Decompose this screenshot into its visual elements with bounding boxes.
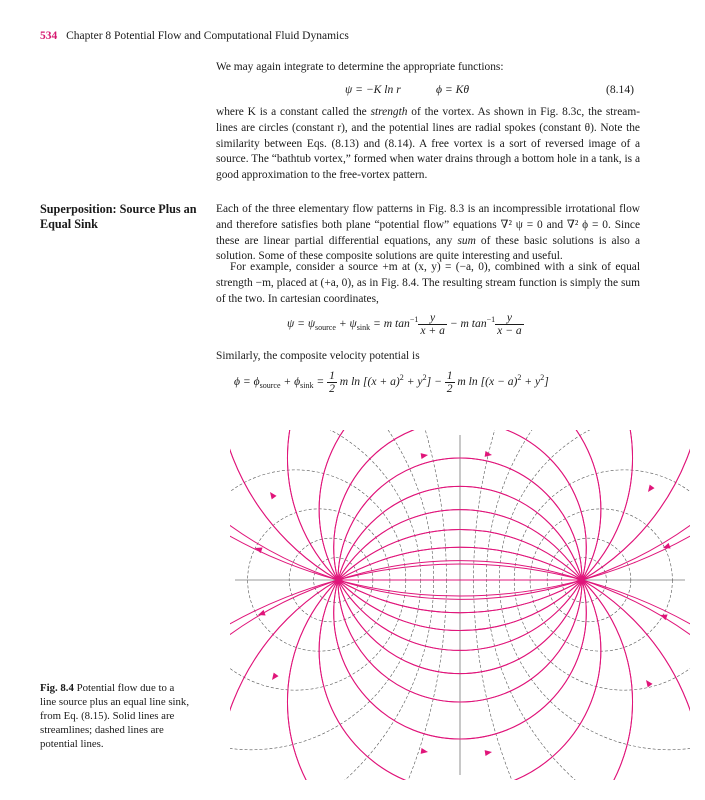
equation-velocity-potential: $\phi = \phi_{source} + \phi_{sink}$ = $\frac{1}{2}$ m $\ln [(x + a)^2 + y^2]$ − $\frac{1}{2}$ m $\ln [(x - a)^2 + y^2]$ xyxy=(234,369,549,395)
running-header xyxy=(40,30,349,42)
intro-paragraph: We may again integrate to determine the appropriate functions: xyxy=(216,61,504,73)
equation-number: (8.14) xyxy=(606,83,635,96)
flow-arrow xyxy=(663,543,671,549)
running-title: Chapter 8 Potential Flow and Computational Fluid Dynamics xyxy=(66,30,349,42)
flow-arrow xyxy=(258,610,266,616)
source-point xyxy=(335,577,341,583)
section-heading: Superposition: Source Plus an Equal Sink xyxy=(40,202,197,231)
flow-arrow xyxy=(421,453,428,459)
potential-intro: Similarly, the composite velocity potential is xyxy=(216,350,420,362)
page-number: 534 xyxy=(40,30,58,42)
flow-arrow xyxy=(648,485,655,492)
example-paragraph: For example, consider a source +m at (x, y) = (−a, 0), combined with a sink of equal strength −m, placed at (+a, 0), as in Fig. 8.4. The resulting stream function is simply the sum of the two. In cartesian coordinates, xyxy=(216,261,640,305)
equation-phi-vortex: ϕ = Kθ xyxy=(436,83,470,96)
sink-point xyxy=(579,577,585,583)
figure-caption: Fig. 8.4 Potential flow due to a line source plus an equal line sink, from Eq. (8.15). Solid lines are streamlines; dashed lines are potential lines. xyxy=(40,682,190,750)
potential-line xyxy=(499,430,690,750)
vortex-paragraph: where K is a constant called the strength of the vortex. As shown in Fig. 8.3c, the stream-lines are circles (constant r), and the potential lines are radial spokes (constant θ). Note the similarity between Eqs. (8.13) and (8.14). A free vortex is a sort of reversed image of a source. The “bathtub vortex,” formed when water drains through a bottom hole in a tank, is a good approximation to the free-vortex pattern. xyxy=(216,106,640,182)
flow-arrow xyxy=(272,673,279,680)
potential-line xyxy=(474,430,690,780)
potential-line xyxy=(230,430,446,780)
equation-psi-vortex: ψ = −K ln r xyxy=(345,83,401,96)
flow-net-figure xyxy=(230,430,690,780)
flow-arrow xyxy=(485,451,492,457)
flow-arrow xyxy=(270,492,277,499)
potential-line xyxy=(230,430,421,750)
equation-stream-function: $\psi = \psi_{source} + \psi_{sink} = m$ $\tan^{-1}$ $\frac{y}{x + a}$ − m $\tan^{-1}$ $\frac{y}{x - a}$ xyxy=(287,311,522,337)
superposition-paragraph: Each of the three elementary flow patterns in Fig. 8.3 is an incompressible irrotational flow and therefore satisfies both plane “potential flow” equations ∇² ψ = 0 and ∇² ϕ = 0. Since these are linear partial differential equations, any sum of these basic solutions is also a solution. Some of these composite solutions are quite interesting and useful. xyxy=(216,203,640,263)
flow-arrow xyxy=(646,680,653,687)
flow-arrow xyxy=(485,750,492,756)
flow-arrow xyxy=(421,748,428,754)
